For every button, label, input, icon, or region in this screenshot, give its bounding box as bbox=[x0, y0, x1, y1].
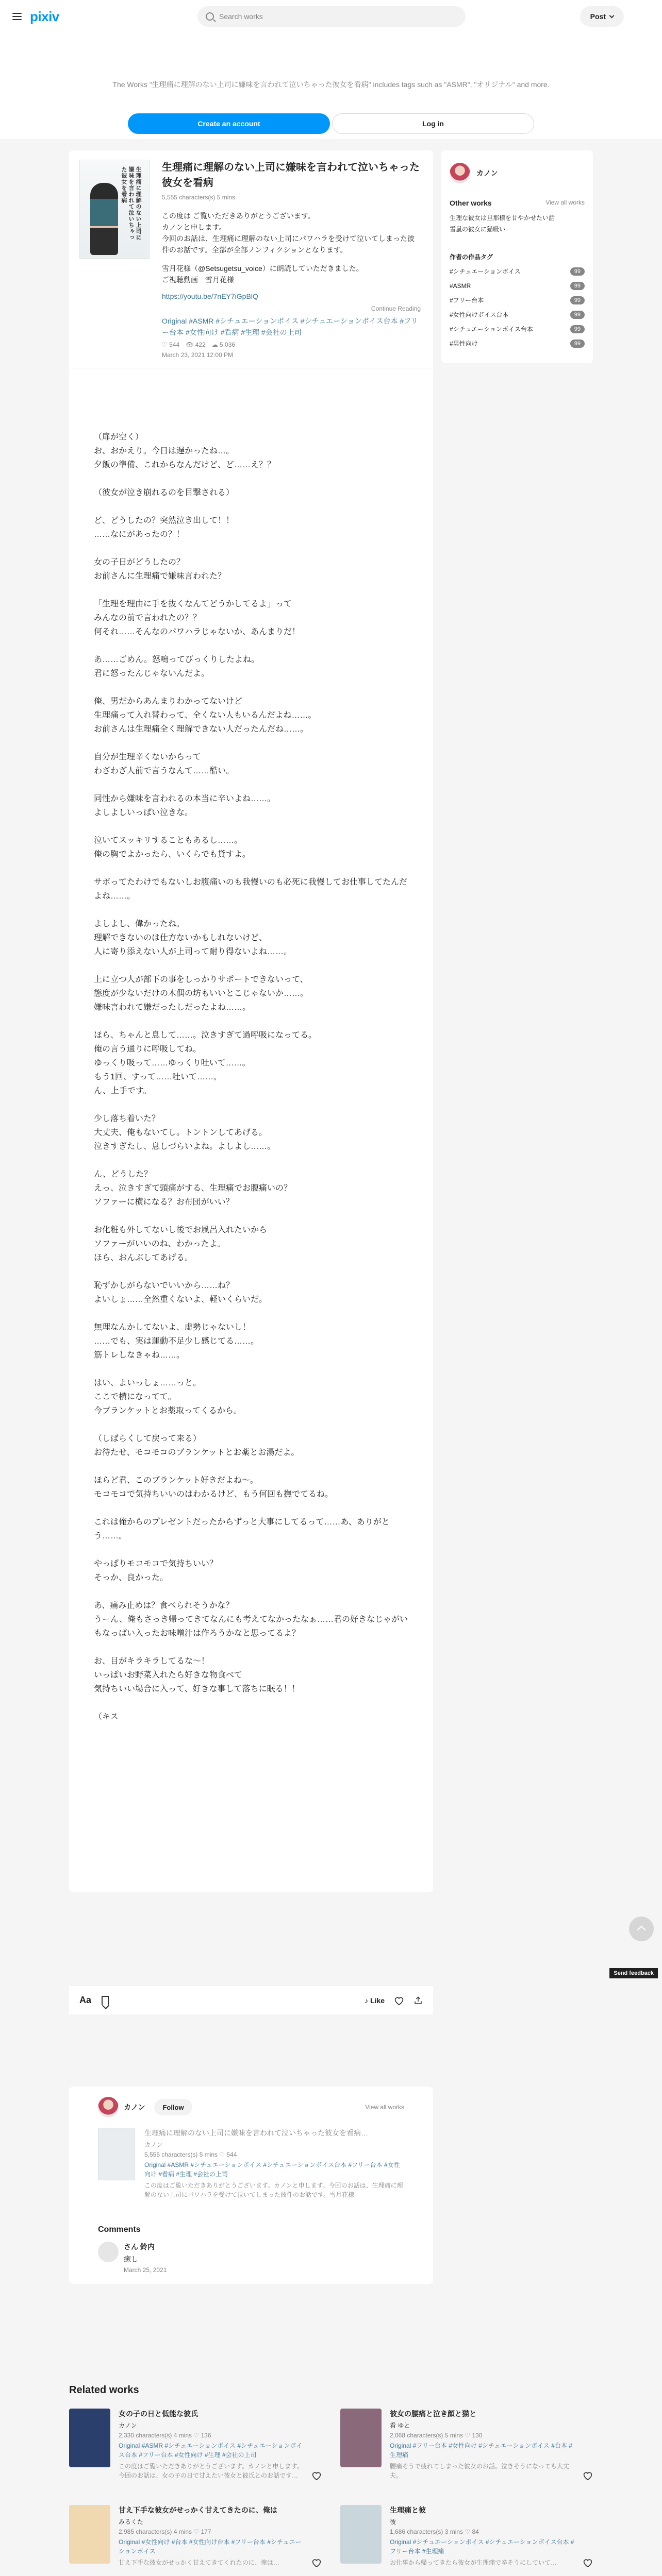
work-tags[interactable]: Original #シチュエーションボイス #シチュエーションボイス台本 #フリー台本 #生理痛 bbox=[390, 2538, 574, 2555]
author-tag-item[interactable] bbox=[450, 293, 585, 308]
novel-paragraph: 無理なんかしてないよ、虚勢じゃないし！ ……でも、実は運動不足少し感じてる……。 筋トレしなきゃね……。 bbox=[94, 1323, 259, 1360]
novel-tags[interactable]: Original #ASMR #シチュエーションボイス #シチュエーションボイス台本 #フリー台本 #女性向け #看病 #生理 #会社の上司 bbox=[162, 317, 418, 336]
tag-count-badge: 99 bbox=[570, 296, 585, 304]
novel-meta: 5,555 characters(s) 5 mins bbox=[162, 194, 236, 201]
work-tags[interactable]: Original #ASMR #シチュエーションボイス #シチュエーションボイス台本 #フリー台本 #女性向け #生理 #会社の上司 bbox=[119, 2442, 303, 2459]
work-author[interactable]: 彼 bbox=[390, 2518, 396, 2526]
author-tags-heading: 作者の作品タグ bbox=[450, 253, 493, 261]
novel-paragraph: お化粧も外してないし後でお風呂入れたいから ソファーがいいのね、わかったよ。 ほら、おんぶしてあげる。 bbox=[94, 1226, 268, 1262]
work-thumbnail[interactable] bbox=[98, 2128, 135, 2180]
comments-heading: Comments bbox=[98, 2225, 141, 2234]
novel-paragraph: （キス bbox=[94, 1713, 119, 1721]
tag-count-badge: 99 bbox=[570, 325, 585, 333]
novel-paragraph: よしよし、偉かったね。 理解できないのは仕方ないかもしれないけど、 人に寄り添えない人が上司って耐り得ないよね……。 bbox=[94, 920, 292, 956]
pixiv-logo[interactable]: pixiv bbox=[30, 8, 59, 24]
author-tag-item[interactable] bbox=[450, 279, 585, 293]
caption-line: 雪月花様（@Setsugetsu_voice）に朗読していただきました。 bbox=[162, 264, 363, 273]
work-description: 腰痛そうで疲れてしまった彼女のお話。泣きそうになっても大丈夫。 bbox=[390, 2463, 570, 2479]
sidebar-author-name[interactable]: カノン bbox=[476, 169, 498, 177]
author-tag-item[interactable] bbox=[450, 264, 585, 279]
novel-card bbox=[69, 150, 433, 1892]
work-author: カノン bbox=[144, 2141, 163, 2148]
author-name[interactable]: カノン bbox=[124, 2103, 145, 2111]
work-description: お仕事から帰ってきたら彼女が生理痛で辛そうにしていて… bbox=[390, 2559, 557, 2566]
novel-paragraph: 少し落ち着いた？ 大丈夫、俺もないてし。トントンしてあげる。 泣きすぎたし、息しづらいよね。よしよし……。 bbox=[94, 1114, 276, 1151]
related-work-item[interactable] bbox=[69, 2505, 322, 2567]
tag-count-badge: 99 bbox=[570, 267, 585, 276]
work-tags[interactable]: Original #フリー台本 #女性向け #シチュエーションボイス #台本 #生理痛 bbox=[390, 2442, 572, 2459]
novel-paragraph: ほらど君、このブランケット好きだよね〜。 モコモコで気持ちいいのはわかるけど、もう何回も撫でてるね。 bbox=[94, 1476, 334, 1499]
work-title[interactable]: 甘え下手な彼女がせっかく甘えてきたのに、俺は bbox=[119, 2506, 277, 2514]
bookmark-icon[interactable] bbox=[102, 1996, 109, 2005]
work-title[interactable]: 生理痛に理解のない上司に嫌味を言われて泣いちゃった彼女を看病… bbox=[144, 2129, 368, 2137]
related-work-item[interactable] bbox=[340, 2409, 593, 2480]
heart-icon[interactable] bbox=[583, 2558, 593, 2567]
search-placeholder: Search works bbox=[219, 12, 263, 21]
chevron-down-icon bbox=[609, 13, 615, 18]
other-works-heading: Other works bbox=[450, 199, 492, 207]
tag-name: #ASMR bbox=[450, 282, 471, 290]
post-label: Post bbox=[590, 12, 606, 21]
heart-icon[interactable] bbox=[311, 2558, 322, 2567]
novel-paragraph: 自分が生理辛くないからって わざわざ人前で言うなんて……酷い。 bbox=[94, 753, 235, 775]
top-bar bbox=[0, 0, 662, 33]
author-tag-item[interactable] bbox=[450, 308, 585, 322]
work-description: この度はご覧いただきありがとうございます。カノンと申します。今回のお話は、女の子の日で甘えたい彼女と彼氏とのお話です… bbox=[119, 2463, 303, 2479]
work-tags[interactable]: Original #女性向け #台本 #女性向け台本 #フリー台本 #シチュエーションボイス bbox=[119, 2538, 302, 2555]
heart-icon[interactable] bbox=[394, 1996, 404, 2005]
send-feedback-button[interactable]: Send feedback bbox=[609, 1968, 658, 1978]
author-works-card bbox=[69, 2087, 433, 2284]
work-title[interactable]: 生理痛と彼 bbox=[390, 2506, 426, 2514]
like-count: ♡ 544 bbox=[162, 341, 180, 348]
novel-caption bbox=[162, 210, 421, 302]
caption-line: 件のお話です。全部が全部ノンフィクションとなります。 bbox=[162, 246, 347, 254]
novel-paragraph: 俺、男だからあんまりわかってないけど 生理痛って入れ替わって、全くない人もいるんだよね……。 お前さんは生理痛全く理解できない人だったんだね……。 bbox=[94, 697, 317, 734]
cover-title-text: 生理痛に理解のない上司に嫌味を言われて泣いちゃった彼女を看病 bbox=[121, 166, 141, 241]
view-count: ☁ 5,036 bbox=[211, 341, 236, 348]
follow-button[interactable]: Follow bbox=[154, 2099, 192, 2115]
tag-name: #女性向けボイス台本 bbox=[450, 311, 509, 318]
like-label: Like bbox=[370, 1996, 385, 2005]
work-thumbnail[interactable] bbox=[340, 2409, 382, 2467]
novel-title: 生理痛に理解のない上司に嫌味を言われて泣いちゃった彼女を看病 bbox=[162, 162, 420, 189]
tag-count-badge: 99 bbox=[570, 311, 585, 319]
reader-toolbar bbox=[69, 1986, 433, 2014]
tag-name: #男性向け bbox=[450, 340, 478, 347]
related-works bbox=[69, 2384, 593, 2567]
commenter-name[interactable]: さん 鈴内 bbox=[124, 2243, 155, 2251]
scroll-to-top-button[interactable] bbox=[629, 1917, 654, 1941]
novel-paragraph: ほら、ちゃんと息して……。泣きすぎて過呼吸になってる。 俺の言う通りに呼吸してね。 ゆっくり吸って……ゆっくり吐いて……。 もう1回、すって……吐いて……。 ん、上手です。 bbox=[94, 1031, 317, 1095]
related-work-item[interactable] bbox=[69, 2409, 322, 2480]
font-settings-button[interactable]: Aa bbox=[79, 1995, 92, 2005]
novel-paragraph: 「生理を理由に手を抜くなんてどうかしてるよ」って みんなの前で言われたの？？ 何それ……そんなのパワハラじゃないか、あんまりだ！ bbox=[94, 600, 301, 636]
author-sidebar bbox=[441, 150, 593, 363]
work-meta: 2,330 characters(s) 4 mins ♡ 136 bbox=[119, 2432, 211, 2439]
other-work-item[interactable] bbox=[98, 2128, 404, 2199]
work-meta: 2,068 characters(s) 5 mins ♡ 130 bbox=[390, 2432, 483, 2439]
signup-hero bbox=[0, 33, 662, 139]
novel-paragraph: 女の子日がどうしたの？ お前さんに生理痛で嫌味言われた？ bbox=[94, 558, 226, 581]
work-description: 甘え下手な彼女がせっかく甘えてきてくれたのに、俺は… bbox=[119, 2559, 279, 2566]
tag-count-badge: 99 bbox=[570, 340, 585, 348]
create-account-button[interactable]: Create an account bbox=[128, 113, 330, 134]
like-button[interactable] bbox=[365, 1996, 385, 2005]
novel-paragraph: （扉が空く） お、おかえり。今日は遅かったね…。 夕飯の準備、これからなんだけど、ど……え？？ bbox=[94, 433, 276, 469]
hero-description: The Works "生理痛に理解のない上司に嫌味を言われて泣いちゃった彼女を看病" includes tags such as "ASMR", "オリジナル" and more. bbox=[112, 80, 550, 89]
share-icon[interactable] bbox=[413, 1996, 423, 2005]
thumbs-up-icon: ♪ bbox=[364, 1996, 368, 2005]
comment-text: 癒し bbox=[124, 2255, 138, 2263]
caption-line: この度は ご覧いただきありがとうございます。 bbox=[162, 212, 315, 220]
author-tag-item[interactable] bbox=[450, 322, 585, 336]
menu-icon[interactable] bbox=[12, 13, 22, 20]
work-meta: 5,555 characters(s) 5 mins ♡ 544 bbox=[144, 2151, 237, 2158]
view-all-works-link[interactable]: View all works bbox=[365, 2104, 404, 2111]
work-author[interactable]: みるくた bbox=[119, 2518, 144, 2526]
caption-line: ご視聴動画 雪月花様 bbox=[162, 276, 234, 284]
novel-paragraph: ん、どうした？ えっ、泣きすぎて頭痛がする、生理痛でお腹痛いの？ ソファーに横になる？お布団がいい？ bbox=[94, 1170, 292, 1207]
novel-paragraph: はい、よいっしょ……っと。 ここで横になってて。 今ブランケットとお薬取ってくるから。 bbox=[94, 1379, 242, 1415]
search-input[interactable] bbox=[197, 6, 466, 27]
novel-paragraph: やっぱりモコモコで気持ちいい？ そっか、良かった。 bbox=[94, 1560, 218, 1582]
sidebar-work-link[interactable]: 雪嵐の彼女に猫吸い bbox=[450, 226, 506, 233]
caption-line: カノンと申します。 bbox=[162, 223, 226, 231]
work-meta: 2,985 characters(s) 4 mins ♡ 177 bbox=[119, 2528, 211, 2535]
search-icon bbox=[206, 12, 214, 21]
work-title[interactable]: 女の子の日と低能な彼氏 bbox=[119, 2410, 198, 2418]
cover-illustration bbox=[90, 183, 118, 255]
comments-section bbox=[98, 2225, 404, 2274]
caption-line: 今回のお話は、生理痛に理解のない上司にパワハラを受けて泣いてしまった彼 bbox=[162, 234, 415, 243]
continue-reading-link[interactable]: Continue Reading bbox=[371, 305, 421, 312]
novel-paragraph: あ、痛み止めは？食べられそうかな？ うーん、俺もさっき帰ってきてなんにも考えてなかったなぁ……君の好きなじゃがいもなっぱい入ったお味噌汁は作ろうかなと思ってるよ？ bbox=[94, 1601, 408, 1638]
sidebar-work-link[interactable]: 生理な彼女は旦那様を甘やかせたい話 bbox=[450, 214, 555, 222]
novel-paragraph: お、目がキラキラしてるな〜！ いっぱいお野菜入れたら好きな物食べて 気持ちいい場合に入って、好きな事して落ちに眠る！！ bbox=[94, 1657, 300, 1693]
tag-name: #シチュエーションボイス台本 bbox=[450, 326, 533, 333]
novel-paragraph: サボってたわけでもないしお腹痛いのも我慢いのも必死に我慢してお仕事してたんだよね……。 bbox=[94, 878, 407, 901]
avatar[interactable] bbox=[450, 163, 470, 183]
author-tag-item[interactable] bbox=[450, 336, 585, 351]
tag-name: #シチュエーションボイス bbox=[450, 268, 521, 275]
work-author[interactable]: 看 ゆと bbox=[390, 2422, 410, 2429]
tag-count-badge: 99 bbox=[570, 282, 585, 290]
post-button[interactable] bbox=[580, 6, 624, 27]
work-tags[interactable]: Original #ASMR #シチュエーションボイス #シチュエーションボイス台本 #フリー台本 #女性向け #看病 #生理 #会社の上司 bbox=[144, 2161, 400, 2178]
tag-name: #フリー台本 bbox=[450, 297, 484, 304]
novel-paragraph: （しばらくして戻って来る） お待たせ、モコモコのブランケットとお薬とお湯だよ。 bbox=[94, 1434, 300, 1457]
publish-date: March 23, 2021 12:00 PM bbox=[162, 351, 234, 359]
novel-paragraph: 上に立つ人が部下の事をしっかりサポートできないって、 態度が少ないだけの木偶の坊もいいとこじゃないか……。 嫌味言われて嫌だったしだったよね……。 bbox=[94, 975, 309, 1012]
sidebar-view-all-link[interactable]: View all works bbox=[545, 199, 585, 206]
novel-paragraph: あ……ごめん。怒鳴ってびっくりしたよね。 君に怒ったんじゃないんだよ。 bbox=[94, 655, 259, 678]
login-button[interactable]: Log in bbox=[332, 113, 534, 134]
heart-icon[interactable] bbox=[583, 2471, 593, 2480]
novel-stats bbox=[162, 341, 421, 348]
novel-cover bbox=[79, 160, 150, 259]
work-thumbnail[interactable] bbox=[340, 2505, 382, 2564]
novel-body bbox=[69, 368, 433, 1758]
work-meta: 1,686 characters(s) 3 mins ♡ 84 bbox=[390, 2528, 479, 2535]
novel-paragraph: ど、どうしたの？突然泣き出して！！ ……なにがあったの？！ bbox=[94, 516, 235, 539]
novel-paragraph: これは俺からのプレゼントだったからずっと大事にしてるって……あ、ありがとう……。 bbox=[94, 1518, 390, 1540]
novel-paragraph: 同性から嫌味を言われるの本当に辛いよね……。 よしよしいっぱい泣きな。 bbox=[94, 794, 276, 817]
comment-item bbox=[98, 2242, 404, 2274]
bookmark-count: 👁 422 bbox=[186, 341, 206, 348]
novel-paragraph: （彼女が泣き崩れるのを目撃される） bbox=[94, 488, 235, 497]
comment-date: March 25, 2021 bbox=[124, 2266, 167, 2274]
related-work-item[interactable] bbox=[340, 2505, 593, 2567]
novel-paragraph: 恥ずかしがらないでいいから……ね？ よいしょ……全然重くないよ、軽いくらいだ。 bbox=[94, 1281, 268, 1304]
novel-paragraph: 泣いてスッキリすることもあるし……。 俺の胸でよかったら、いくらでも貸すよ。 bbox=[94, 836, 251, 859]
work-title[interactable]: 彼女の腰痛と泣き顔と猫と bbox=[390, 2410, 476, 2418]
work-thumbnail[interactable] bbox=[69, 2409, 110, 2467]
avatar[interactable] bbox=[98, 2097, 119, 2117]
commenter-avatar[interactable] bbox=[98, 2242, 119, 2262]
work-description: この度はご覧いただきありがとうございます。カノンと申します。今回のお話は、生理痛に理解のない上司にパワハラを受けて泣いてしまった彼件のお話です。雪月花様 bbox=[144, 2182, 403, 2198]
work-thumbnail[interactable] bbox=[69, 2505, 110, 2564]
work-author[interactable]: カノン bbox=[119, 2422, 137, 2429]
related-heading: Related works bbox=[69, 2384, 139, 2396]
youtube-link[interactable]: https://youtu.be/7nEY7iGpBlQ bbox=[162, 292, 258, 300]
heart-icon[interactable] bbox=[311, 2471, 322, 2480]
